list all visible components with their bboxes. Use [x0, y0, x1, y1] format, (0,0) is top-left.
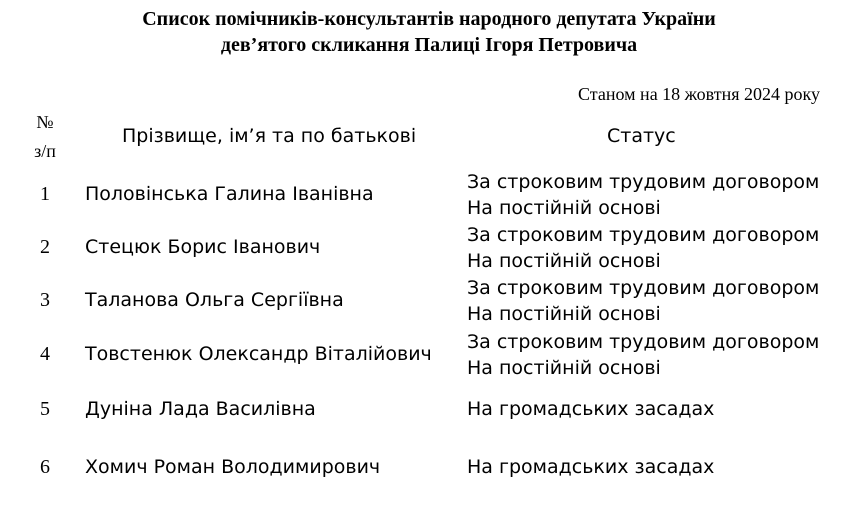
- row-status-line: На постійній основі: [467, 250, 661, 272]
- row-status-line: За строковим трудовим договором: [467, 224, 820, 246]
- header-number-label: з/п: [34, 141, 56, 161]
- table-row: [0, 275, 858, 327]
- row-number: 4: [40, 343, 50, 365]
- row-status: [467, 222, 819, 274]
- row-status-line: На постійній основі: [467, 303, 661, 325]
- row-name: Половінська Галина Іванівна: [85, 183, 374, 205]
- row-number: 5: [40, 398, 50, 420]
- row-status: [467, 454, 714, 480]
- table-row: [0, 454, 858, 506]
- row-status-line: На постійній основі: [467, 197, 661, 219]
- header-status: Статус: [607, 125, 676, 147]
- row-name: Хомич Роман Володимирович: [85, 456, 381, 478]
- row-status-line: За строковим трудовим договором: [467, 171, 820, 193]
- row-name: Таланова Ольга Сергіївна: [85, 289, 344, 311]
- table-row: [0, 222, 858, 274]
- row-name: Товстенюк Олександр Віталійович: [85, 343, 432, 365]
- document-date: Станом на 18 жовтня 2024 року: [578, 84, 820, 104]
- row-status: [467, 396, 714, 422]
- row-status: [467, 275, 819, 327]
- row-number: 1: [40, 183, 50, 205]
- row-status-line: За строковим трудовим договором: [467, 331, 820, 353]
- document-title: Список помічників-консультантів народного депутата України: [142, 8, 716, 30]
- document-subtitle: дев’ятого скликання Палиці Ігоря Петровича: [220, 34, 638, 56]
- header-full-name: Прізвище, ім’я та по батькові: [122, 125, 417, 147]
- table-row: [0, 329, 858, 381]
- row-name: Стецюк Борис Іванович: [85, 236, 321, 258]
- row-status: [467, 169, 819, 221]
- row-name: Дуніна Лада Василівна: [85, 398, 316, 420]
- table-row: [0, 169, 858, 221]
- table-row: [0, 396, 858, 448]
- row-status: [467, 329, 819, 381]
- row-status-line: На постійній основі: [467, 357, 661, 379]
- row-status-line: На громадських засадах: [467, 456, 715, 478]
- row-status-line: За строковим трудовим договором: [467, 277, 820, 299]
- row-status-line: На громадських засадах: [467, 398, 715, 420]
- row-number: 2: [40, 236, 50, 258]
- row-number: 6: [40, 456, 50, 478]
- header-number-symbol: №: [36, 112, 54, 132]
- row-number: 3: [40, 289, 50, 311]
